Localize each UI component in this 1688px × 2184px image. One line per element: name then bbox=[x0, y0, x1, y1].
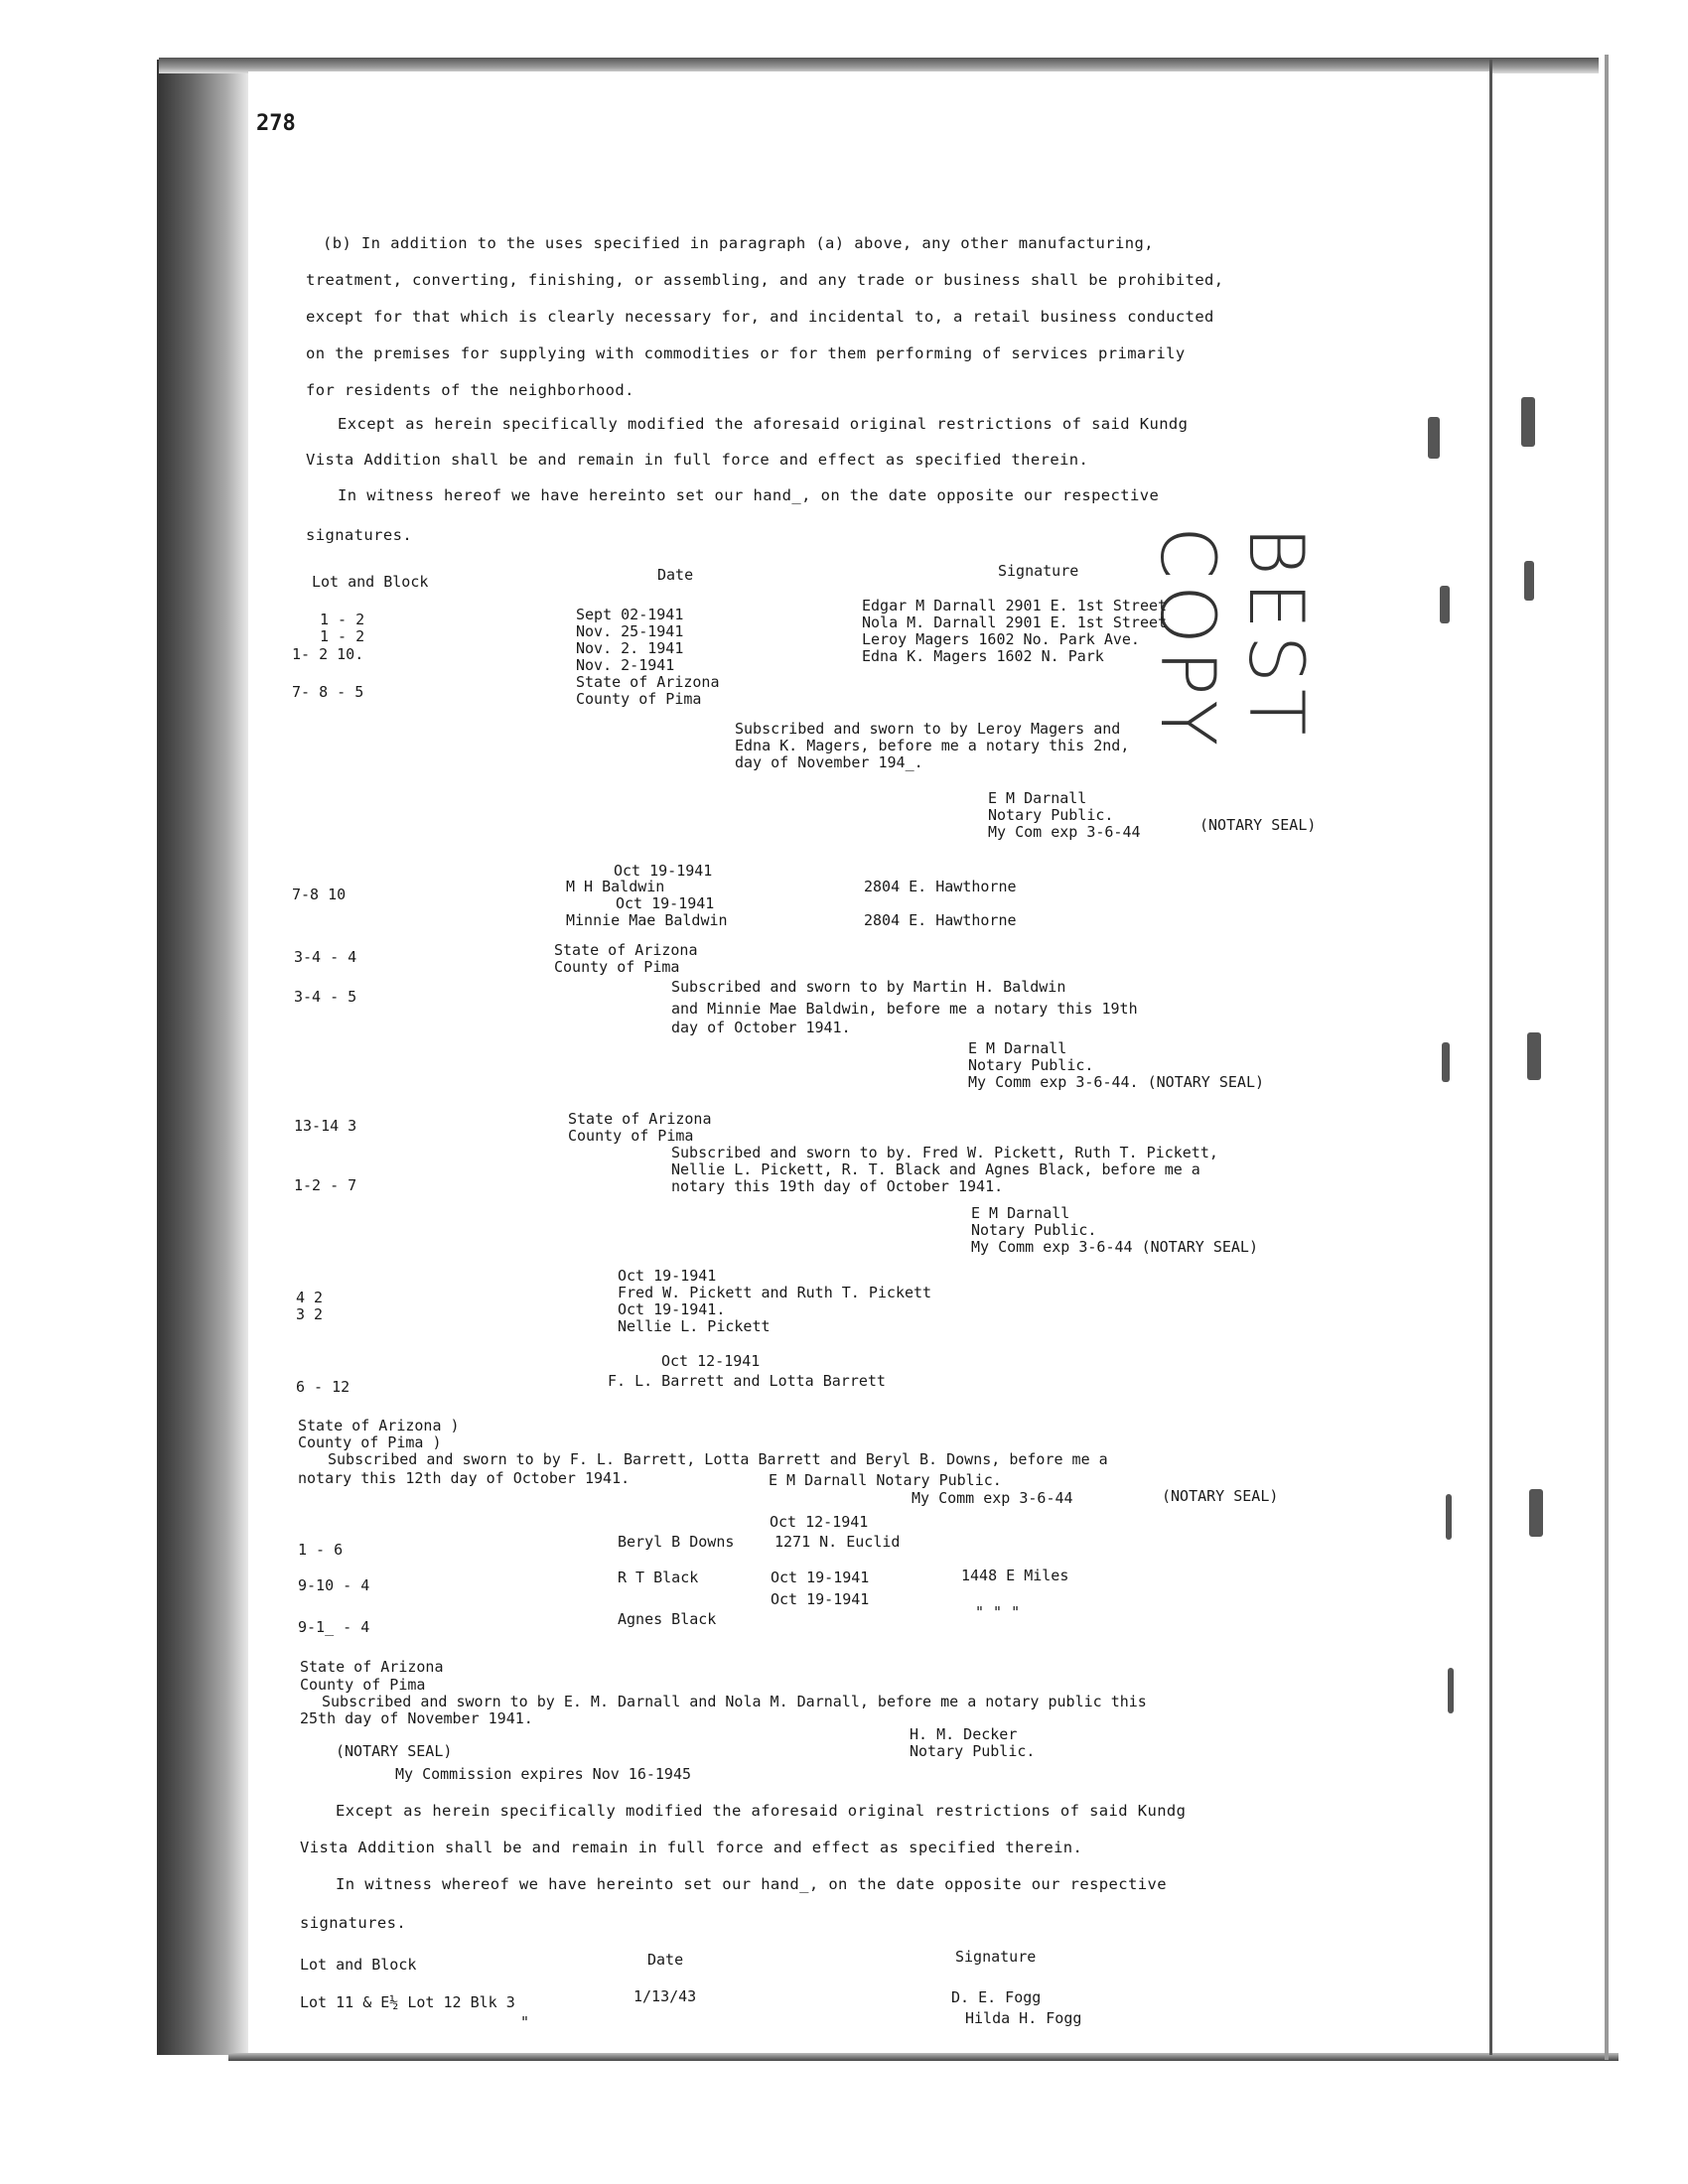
notary-text: and Minnie Mae Baldwin, before me a notary this 19th bbox=[671, 1000, 1138, 1018]
text-line: for residents of the neighborhood. bbox=[306, 381, 634, 399]
except-line: Except as herein specifically modified the aforesaid original restrictions of said Kundg bbox=[336, 1802, 1187, 1820]
notary-commission: My Commission expires Nov 16-1945 bbox=[395, 1765, 692, 1783]
state-line: State of Arizona bbox=[568, 1110, 712, 1128]
notary-text: Nellie L. Pickett, R. T. Black and Agnes Black, before me a bbox=[671, 1160, 1200, 1178]
notary-text: Subscribed and sworn to by F. L. Barrett, Lotta Barrett and Beryl B. Downs, before me a bbox=[328, 1450, 1108, 1468]
state-line: State of Arizona bbox=[576, 673, 720, 691]
lot-entry: 1 - 2 bbox=[320, 611, 365, 628]
witness-line: In witness hereof we have hereinto set our hand_, on the date opposite our respective bbox=[338, 486, 1160, 504]
signer-line: M H Baldwin bbox=[566, 878, 665, 895]
lot-entry: 3-4 - 5 bbox=[294, 988, 357, 1006]
margin-line bbox=[1489, 60, 1492, 2055]
county-line: County of Pima ) bbox=[298, 1433, 442, 1451]
notary-seal: (NOTARY SEAL) bbox=[336, 1742, 453, 1760]
binding-mark bbox=[1448, 1668, 1454, 1713]
binding-mark bbox=[1428, 417, 1440, 459]
text-line: on the premises for supplying with commodities or for them performing of services primarily bbox=[306, 344, 1186, 362]
header-date: Date bbox=[647, 1951, 684, 1969]
notary-signature: Notary Public. bbox=[988, 806, 1114, 824]
header-lot-block: Lot and Block bbox=[312, 573, 429, 591]
lot-entry: 1 - 2 bbox=[320, 627, 365, 645]
signer-line: Nola M. Darnall 2901 E. 1st Street bbox=[862, 614, 1168, 631]
binding-mark bbox=[1529, 1489, 1543, 1537]
date-entry: Oct 19-1941 bbox=[771, 1590, 870, 1608]
text-line: (b) In addition to the uses specified in paragraph (a) above, any other manufacturing, bbox=[323, 234, 1154, 252]
header-signature: Signature bbox=[998, 562, 1079, 580]
notary-seal: (NOTARY SEAL) bbox=[1199, 816, 1317, 834]
notary-signature: E M Darnall Notary Public. bbox=[769, 1471, 1002, 1489]
notary-text: Subscribed and sworn to by. Fred W. Pickett, Ruth T. Pickett, bbox=[671, 1144, 1218, 1161]
lot-entry: 9-1_ - 4 bbox=[298, 1618, 370, 1636]
notary-text: 25th day of November 1941. bbox=[300, 1709, 533, 1727]
binding-mark bbox=[1524, 561, 1534, 601]
notary-signature: Notary Public. bbox=[910, 1742, 1036, 1760]
right-edge-strip bbox=[1605, 55, 1609, 2060]
address-line: 1271 N. Euclid bbox=[774, 1533, 901, 1551]
notary-signature: My Comm exp 3-6-44. (NOTARY SEAL) bbox=[968, 1073, 1265, 1091]
header-lot-block: Lot and Block bbox=[300, 1956, 417, 1974]
date-entry: Oct 19-1941 bbox=[771, 1569, 870, 1586]
date-entry: Nov. 25-1941 bbox=[576, 622, 684, 640]
lot-entry: 13-14 3 bbox=[294, 1117, 357, 1135]
state-line: State of Arizona bbox=[554, 941, 698, 959]
date-entry: Nov. 2-1941 bbox=[576, 656, 675, 674]
text-line: treatment, converting, finishing, or assembling, and any trade or business shall be prohibited, bbox=[306, 271, 1224, 289]
county-line: County of Pima bbox=[568, 1127, 694, 1145]
lot-entry: Lot 11 & E½ Lot 12 Blk 3 bbox=[300, 1993, 515, 2011]
binding-mark bbox=[1446, 1494, 1452, 1540]
signer-line: D. E. Fogg bbox=[951, 1988, 1042, 2006]
date-entry: Oct 19-1941 bbox=[618, 1267, 717, 1285]
notary-signature: My Comm exp 3-6-44 (NOTARY SEAL) bbox=[971, 1238, 1258, 1256]
notary-text: day of November 194_. bbox=[735, 753, 923, 771]
notary-text: Subscribed and sworn to by E. M. Darnall and Nola M. Darnall, before me a notary public this bbox=[322, 1693, 1147, 1710]
witness-line: In witness whereof we have hereinto set our hand_, on the date opposite our respective bbox=[336, 1875, 1167, 1893]
date-entry: Nov. 2. 1941 bbox=[576, 639, 684, 657]
notary-signature: E M Darnall bbox=[968, 1039, 1067, 1057]
notary-signature: My Com exp 3-6-44 bbox=[988, 823, 1141, 841]
date-entry: Oct 12-1941 bbox=[661, 1352, 761, 1370]
signer-line: Minnie Mae Baldwin bbox=[566, 911, 728, 929]
signer-line: Nellie L. Pickett bbox=[618, 1317, 771, 1335]
signer-line: Agnes Black bbox=[618, 1610, 717, 1628]
notary-seal: (NOTARY SEAL) bbox=[1162, 1487, 1279, 1505]
date-entry: Oct 19-1941 bbox=[616, 894, 715, 912]
date-entry: Oct 19-1941 bbox=[614, 862, 713, 880]
binding-mark bbox=[1440, 586, 1450, 623]
witness-line: signatures. bbox=[306, 526, 413, 544]
lot-entry: 9-10 - 4 bbox=[298, 1576, 370, 1594]
notary-signature: E M Darnall bbox=[971, 1204, 1070, 1222]
notary-commission: My Comm exp 3-6-44 bbox=[912, 1489, 1073, 1507]
notary-text: notary this 19th day of October 1941. bbox=[671, 1177, 1004, 1195]
page-shadow-left bbox=[157, 60, 256, 2055]
notary-text: Edna K. Magers, before me a notary this 2nd, bbox=[735, 737, 1130, 754]
binding-mark bbox=[1521, 397, 1535, 447]
signer-line: R T Black bbox=[618, 1569, 699, 1586]
ditto-mark: " bbox=[520, 2013, 530, 2031]
signer-line: Fred W. Pickett and Ruth T. Pickett bbox=[618, 1284, 932, 1301]
state-line: State of Arizona ) bbox=[298, 1417, 460, 1434]
date-entry: Oct 19-1941. bbox=[618, 1300, 726, 1318]
lot-entry: 3 2 bbox=[296, 1305, 324, 1323]
ditto-marks: " " " bbox=[975, 1603, 1021, 1621]
best-copy-stamp: BEST COPY bbox=[1144, 526, 1321, 752]
lot-entry: 1- 2 10. bbox=[292, 645, 364, 663]
notary-text: day of October 1941. bbox=[671, 1019, 851, 1036]
except-line: Except as herein specifically modified the aforesaid original restrictions of said Kundg bbox=[338, 415, 1189, 433]
lot-entry: 3-4 - 4 bbox=[294, 948, 357, 966]
notary-signature: Notary Public. bbox=[971, 1221, 1097, 1239]
header-signature: Signature bbox=[955, 1948, 1037, 1966]
date-entry: 1/13/43 bbox=[633, 1987, 697, 2005]
state-line: State of Arizona bbox=[300, 1658, 444, 1676]
page-shadow-bottom bbox=[228, 2053, 1618, 2061]
address-line: 1448 E Miles bbox=[961, 1567, 1069, 1584]
notary-text: notary this 12th day of October 1941. bbox=[298, 1469, 631, 1487]
lot-entry: 4 2 bbox=[296, 1289, 324, 1306]
text-line: except for that which is clearly necessary for, and incidental to, a retail business conducted bbox=[306, 308, 1214, 326]
lot-entry: 1-2 - 7 bbox=[294, 1176, 357, 1194]
signer-line: Beryl B Downs bbox=[618, 1533, 735, 1551]
date-entry: Sept 02-1941 bbox=[576, 606, 684, 623]
page-number: 278 bbox=[256, 111, 296, 136]
notary-signature: H. M. Decker bbox=[910, 1725, 1018, 1743]
notary-text: Subscribed and sworn to by Martin H. Baldwin bbox=[671, 978, 1066, 996]
header-date: Date bbox=[657, 566, 694, 584]
signer-line: Hilda H. Fogg bbox=[965, 2009, 1082, 2027]
lot-entry: 6 - 12 bbox=[296, 1378, 351, 1396]
notary-text: Subscribed and sworn to by Leroy Magers and bbox=[735, 720, 1121, 738]
signer-line: Edna K. Magers 1602 N. Park bbox=[862, 647, 1104, 665]
except-line: Vista Addition shall be and remain in full force and effect as specified therein. bbox=[300, 1839, 1083, 1856]
binding-mark bbox=[1442, 1042, 1450, 1082]
county-line: County of Pima bbox=[576, 690, 702, 708]
address-line: 2804 E. Hawthorne bbox=[864, 911, 1017, 929]
date-entry: Oct 12-1941 bbox=[770, 1513, 869, 1531]
notary-signature: E M Darnall bbox=[988, 789, 1087, 807]
signer-line: F. L. Barrett and Lotta Barrett bbox=[608, 1372, 886, 1390]
except-line: Vista Addition shall be and remain in full force and effect as specified therein. bbox=[306, 451, 1089, 469]
county-line: County of Pima bbox=[300, 1676, 426, 1694]
lot-entry: 7-8 10 bbox=[292, 886, 347, 903]
notary-signature: Notary Public. bbox=[968, 1056, 1094, 1074]
witness-line: signatures. bbox=[300, 1914, 407, 1932]
signer-line: Leroy Magers 1602 No. Park Ave. bbox=[862, 630, 1140, 648]
binding-mark bbox=[1527, 1032, 1541, 1080]
county-line: County of Pima bbox=[554, 958, 680, 976]
lot-entry: 7- 8 - 5 bbox=[292, 683, 364, 701]
signer-line: Edgar M Darnall 2901 E. 1st Street bbox=[862, 597, 1168, 614]
lot-entry: 1 - 6 bbox=[298, 1541, 344, 1559]
address-line: 2804 E. Hawthorne bbox=[864, 878, 1017, 895]
